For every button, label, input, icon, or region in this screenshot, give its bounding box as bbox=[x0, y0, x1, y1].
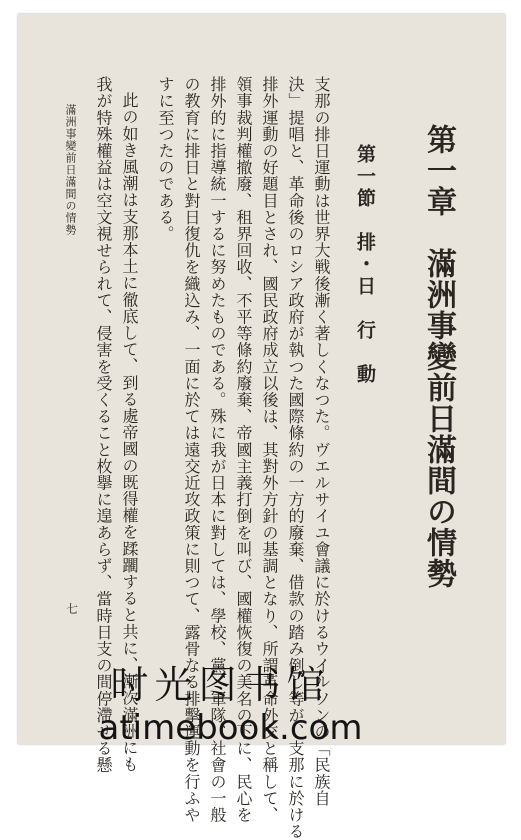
body-line-4: 領事裁判權撤廢、租界回收、不平等條約廢棄、帝國主義打倒を叫び、國權恢復の美名の下に、民心を bbox=[234, 76, 253, 823]
running-head: 滿洲事變前日滿間の情勢 bbox=[64, 104, 77, 236]
chapter-title: 第一章 滿洲事變前日滿間の情勢 bbox=[421, 124, 456, 589]
book-page bbox=[18, 14, 505, 840]
body-line-5: 排外的に指導統一するに努めたものである。殊に我が日本に對しては、學校、黨、軍隊、社會の一般 bbox=[208, 76, 227, 823]
body-line-9: 我が特殊權益は空文視せられて、侵害を受くること枚擧に遑あらず、當時日支の間停滯せる懸 bbox=[94, 76, 113, 774]
body-line-7: すに至つたのである。 bbox=[156, 76, 175, 242]
body-line-6: の教育に排日と對日復仇を織込み、一面に於ては遠交近攻政策に則つて、露骨なる排擊運動を行ふや bbox=[182, 76, 201, 823]
watermark-chinese: 时光图书馆 bbox=[110, 663, 331, 707]
body-line-1: 支那の排日運動は世界大戦後漸く著しくなつた。ヴエルサイユ會議に於けるウイルソンの「民族自 bbox=[312, 76, 331, 807]
body-line-8: 此の如き風潮は支那本土に徹底して、到る處帝國の既得權を蹂躙すると共に、漸次滿洲にも bbox=[120, 92, 139, 773]
body-line-2: 決」提唱と、革命後のロシア政府が執つた國際條約の一方的廢棄、借款の踏み倒し等が、支那に於ける bbox=[286, 76, 305, 840]
watermark-url: atimebook.com bbox=[98, 708, 363, 748]
page-number: 七 bbox=[66, 602, 79, 616]
body-line-3: 排外運動の好題目とされ、國民政府成立以後は、其對外方針の基調となり、所謂革命外交と稱して、 bbox=[260, 76, 279, 823]
section-title: 第一節 排・日 行 動 bbox=[354, 144, 376, 386]
